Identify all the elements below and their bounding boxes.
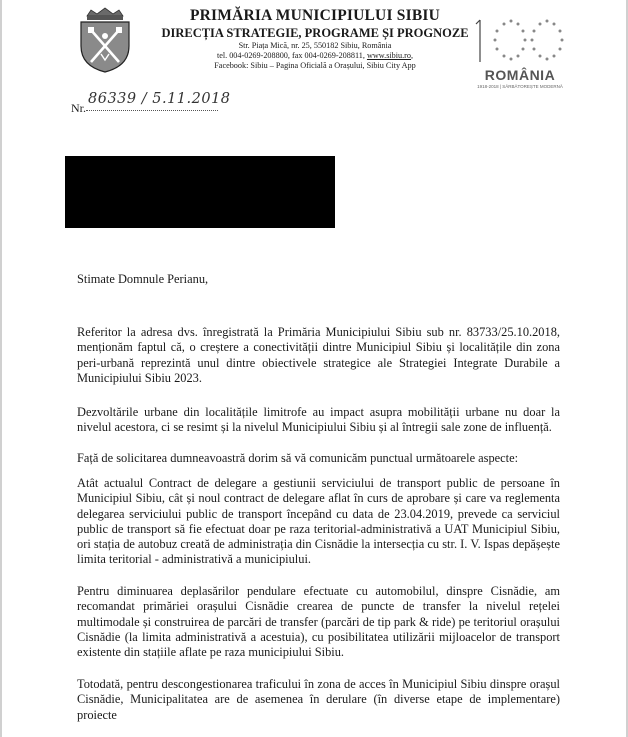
registration-handwritten-number: 86339 / 5.11.2018 (88, 91, 231, 107)
paragraph-5: Pentru diminuarea deplasărilor pendulare efectuate cu automobilul, dinspre Cisnădie, am recomandat primăriei orașului Cisnădie crearea de puncte de transfer la nivelul rețelei multimodale și construirea de parcări de transfer (parcări de tip park & ride) pe teritoriul orașului Cisnădie (la limita administrativă a acestuia), cu posibilitatea utilizării mijloacelor de transport existente din stațiile aflate pe raza municipiului Sibiu. (77, 584, 560, 660)
paragraph-4: Atât actualul Contract de delegare a gestiunii serviciului de transport public de persoane în Municipiul Sibiu, cât și noul contract de delegare aflat în curs de aprobare și care va reglementa delegarea serviciului public de transport începând cu data de 23.04.2019, prevede ca serviciul public de transport să fie efectuat doar pe raza teritorial-administrativă a UAT Municipiul Sibiu, ori stația de autobuz creată de administrația din Cisnădie la intersecția cu str. I. V. Ispas depășește limita teritorial - administrativă a municipiului. (77, 476, 560, 567)
letterhead (150, 7, 480, 71)
sibiu-coat-of-arms-icon (77, 6, 133, 74)
registration-label: Nr. (71, 101, 86, 115)
department-title: DIRECȚIA STRATEGIE, PROGRAME ȘI PROGNOZE (161, 26, 469, 40)
centenary-logo-word: ROMÂNIA (484, 67, 556, 83)
redacted-recipient-block (65, 156, 335, 228)
salutation: Stimate Domnule Perianu, (77, 272, 209, 286)
address-line: Str. Piața Mică, nr. 25, 550182 Sibiu, România (238, 41, 392, 50)
paragraph-6: Totodată, pentru descongestionarea traficului în zona de acces în Municipiul Sibiu dinspre orașul Cisnădie, Municipalitatea are de asemenea în derulare (în diverse etape de implementare) proiecte (77, 677, 560, 722)
institution-title: PRIMĂRIA MUNICIPIULUI SIBIU (190, 7, 440, 24)
contact-line (150, 51, 480, 61)
paragraph-1: Referitor la adresa dvs. înregistrată la Primăria Municipiului Sibiu sub nr. 83733/25.10.2018, menționăm faptul că, o creștere a conectivității dintre Municipiul Sibiu și localitățile din zona peri-urbană reprezintă unul dintre obiectivele strategice ale Strategiei Integrate Durabile a Municipiului Sibiu 2023. (77, 325, 560, 385)
paragraph-3: Față de solicitarea dumneavoastră dorim să vă comunicăm punctual următoarele aspecte: (77, 451, 519, 465)
facebook-line: Facebook: Sibiu – Pagina Oficială a Orașului, Sibiu City App (214, 61, 416, 70)
centenary-logo-tagline: 1918-2018 | SĂRBĂTOREȘTE MODERNĂ (477, 84, 563, 89)
registration-dotted-line (86, 110, 218, 111)
paragraph-2: Dezvoltările urbane din localitățile limitrofe au impact asupra mobilității urbane nu doar la nivelul acestora, ci se resimt și la nivelul Municipiului Sibiu și al întregii sale zone de influență. (77, 405, 560, 435)
page-edge-left (0, 0, 2, 737)
phone-fax: tel. 004-0269-208800, fax 004-0269-208811, (216, 51, 367, 60)
contact-suffix: , (411, 51, 414, 60)
website-link[interactable]: www.sibiu.ro (366, 51, 411, 60)
